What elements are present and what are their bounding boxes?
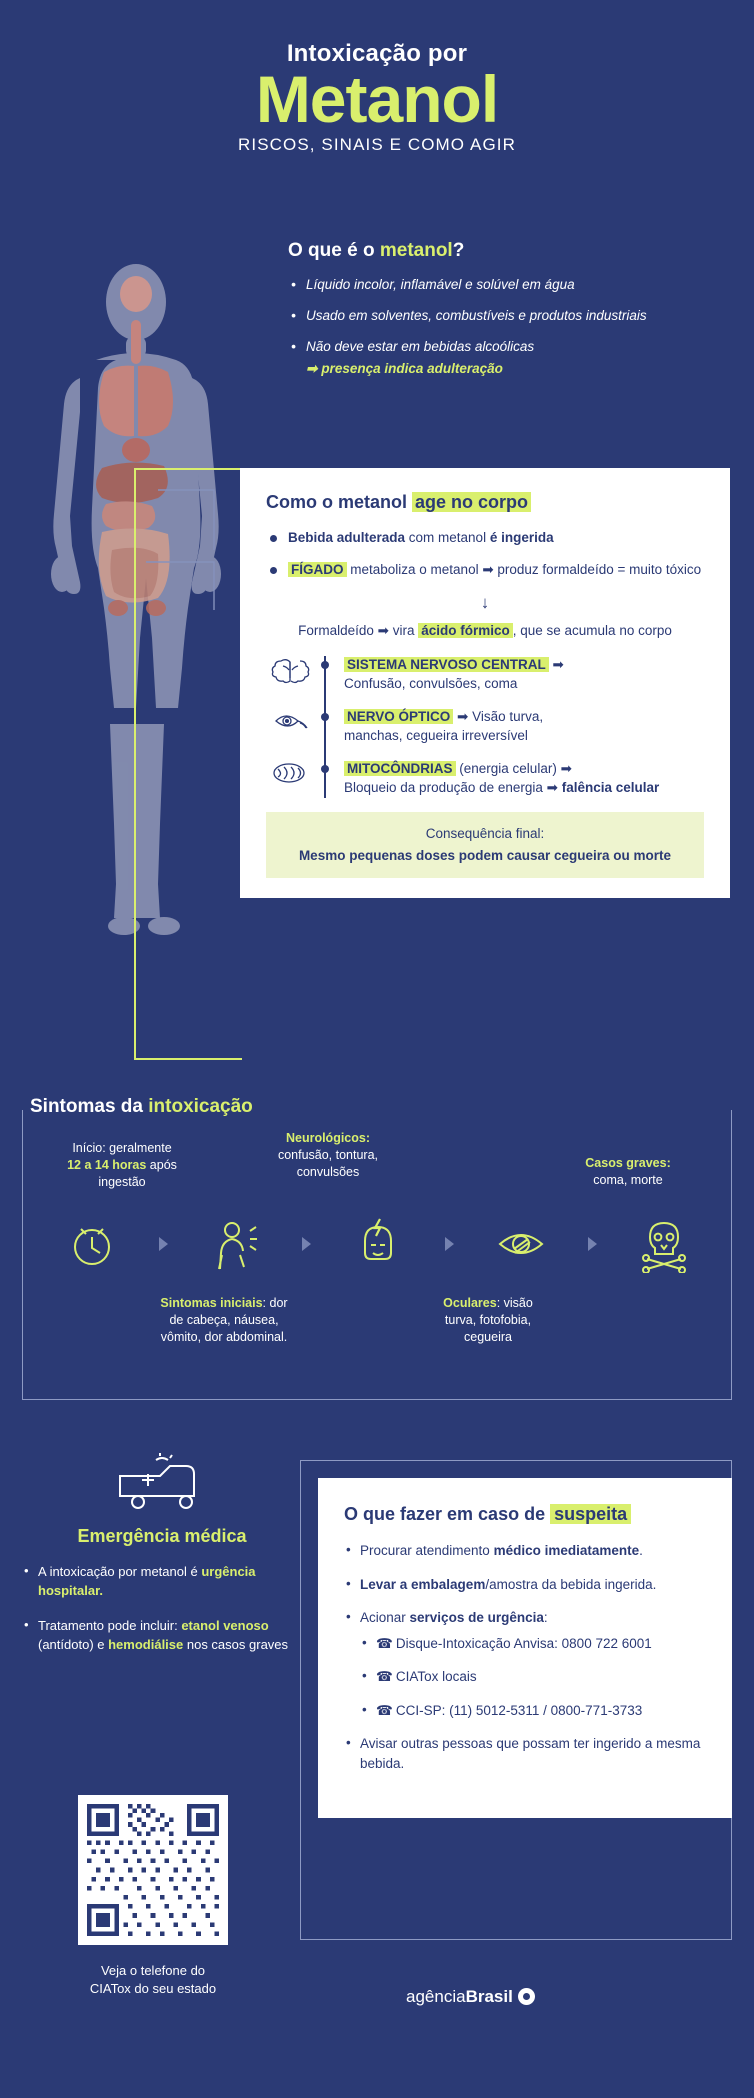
list-item: [344, 1541, 706, 1561]
person-pain-icon: [206, 1215, 264, 1273]
heading-prefix: O que fazer em caso de: [344, 1504, 551, 1524]
todo-post: .: [639, 1543, 643, 1558]
formaldehyde-post: , que se acumula no corpo: [512, 622, 672, 638]
step-liver: [266, 561, 704, 580]
brain-icon: [270, 654, 312, 684]
phone-icon: ☎: [376, 1702, 393, 1718]
organ-mitochondria: [326, 760, 704, 798]
todo-text: Procurar atendimento: [360, 1543, 494, 1558]
qr-caption-line1: Veja o telefone do: [100, 1963, 206, 1978]
heading-highlight: intoxicação: [148, 1096, 253, 1117]
list-item: [288, 338, 728, 377]
list-item: [288, 276, 728, 294]
mitochondria-icon: [270, 758, 312, 788]
step-ingestion: [266, 529, 704, 548]
header: [0, 0, 754, 165]
organ-label: SISTEMA NERVOSO CENTRAL: [344, 657, 549, 672]
heading-suffix: ?: [452, 240, 465, 261]
chevron-right-icon: [439, 1233, 461, 1255]
ambulance-icon: [112, 1450, 212, 1520]
bullet-subtext: [306, 360, 728, 378]
phone-icon: ☎: [376, 1669, 393, 1685]
contact-text: CIATox locais: [395, 1669, 477, 1685]
organ-detail-bold: falência celular: [561, 779, 660, 795]
list-item: [22, 1617, 302, 1655]
head-lightning-icon: [349, 1215, 407, 1273]
arrow-right-icon: ➡: [453, 709, 473, 725]
bullet-subtext-label: presença indica adulteração: [321, 360, 503, 376]
page-title: Metanol: [255, 62, 499, 136]
howcard-frame-left: [134, 468, 136, 1060]
symptoms-section: [22, 1110, 732, 1400]
severe-label: Casos graves:: [585, 1156, 671, 1170]
arrow-right-icon: (energia celular) ➡: [455, 760, 572, 776]
neuro-line2: convulsões: [296, 1164, 360, 1179]
step-formaldehyde: [266, 621, 704, 641]
organ-optic-nerve: [326, 708, 704, 746]
emergency-list: [22, 1563, 302, 1654]
list-item: [344, 1734, 706, 1773]
emergency-post: nos casos graves: [183, 1636, 289, 1652]
bullet-text: Líquido incolor, inflamável e solúvel em água: [306, 277, 575, 292]
todo-bold: serviços de urgência: [409, 1610, 544, 1626]
emergency-section: [22, 1450, 302, 1670]
emergency-highlight-2: hemodiálise: [108, 1636, 184, 1652]
onset-line3: ingestão: [98, 1174, 146, 1189]
onset-line2-rest: após: [146, 1157, 177, 1172]
affected-organs-list: [324, 656, 704, 797]
howcard-frame-top: [134, 468, 242, 470]
ocular-line1: turva, fotofobia,: [444, 1312, 532, 1327]
organ-detail: Bloqueio da produção de energia ➡: [344, 779, 562, 795]
qr-caption: [40, 1962, 266, 1997]
emergency-mid: (antídoto) e: [38, 1636, 109, 1652]
page-subtitle: RISCOS, SINAIS E COMO AGIR: [238, 135, 516, 155]
eye-blurred-icon: [492, 1215, 550, 1273]
chevron-right-icon: [153, 1233, 175, 1255]
what-is-methanol-section: [288, 240, 728, 391]
ocular-rest: : visão: [496, 1296, 533, 1310]
symptom-ocular: [393, 1295, 583, 1346]
ocular-label: Oculares: [443, 1296, 497, 1310]
list-item: [344, 1575, 706, 1595]
todo-post: /amostra da bebida ingerida.: [485, 1576, 657, 1592]
what-to-do-card: [318, 1478, 732, 1818]
brand-dot-icon: [518, 1988, 535, 2005]
heading-highlight: age no corpo: [412, 492, 531, 512]
human-body-figure: [18, 250, 268, 950]
qr-code[interactable]: [78, 1795, 228, 1945]
step-mid: com metanol: [405, 530, 490, 545]
step-bold-a: Bebida adulterada: [288, 530, 406, 545]
initial-label: Sintomas iniciais: [160, 1296, 263, 1310]
bullet-text: Não deve estar em bebidas alcoólicas: [306, 339, 535, 355]
contact-item: [360, 1634, 706, 1654]
organ-cns: [326, 656, 704, 694]
ocular-line2: cegueira: [464, 1329, 512, 1344]
page-title-small: Intoxicação por: [286, 40, 468, 67]
todo-bold: médico imediatamente: [493, 1543, 640, 1558]
howcard-frame-bottom: [134, 1058, 242, 1060]
contact-text: CCI-SP: (11) 5012-5311 / 0800-771-3733: [395, 1702, 643, 1718]
emergency-text: Tratamento pode incluir:: [38, 1617, 182, 1633]
symptom-initial: [119, 1295, 329, 1346]
formaldehyde-highlight: ácido fórmico: [418, 623, 513, 638]
what-is-methanol-heading: [288, 240, 728, 262]
symptom-severe: [543, 1155, 713, 1189]
eye-icon: [270, 706, 312, 736]
how-methanol-heading: [266, 492, 704, 513]
organ-label: MITOCÔNDRIAS: [344, 761, 456, 776]
what-to-do-list: [344, 1541, 706, 1774]
arrow-right-icon: ➡: [306, 360, 318, 376]
organ-detail: Confusão, convulsões, coma: [344, 676, 518, 692]
heading-prefix: Sintomas da: [30, 1096, 149, 1117]
list-item: [344, 1608, 706, 1720]
todo-bold: Levar a embalagem: [360, 1576, 486, 1592]
organ-detail-inline: Visão turva,: [472, 709, 544, 725]
contact-text: Disque-Intoxicação Anvisa: 0800 722 6001: [395, 1635, 652, 1651]
emergency-highlight: etanol venoso: [181, 1617, 269, 1633]
chevron-right-icon: [296, 1233, 318, 1255]
emergency-highlight: urgência hospitalar.: [38, 1564, 256, 1598]
heading-highlight: suspeita: [550, 1504, 631, 1524]
chevron-right-icon: [582, 1233, 604, 1255]
liver-highlight: FÍGADO: [288, 562, 347, 577]
initial-line2: vômito, dor abdominal.: [160, 1329, 288, 1344]
initial-rest: : dor: [262, 1296, 288, 1310]
conclusion-label: Consequência final:: [425, 825, 545, 841]
brand-bold: Brasil: [465, 1987, 513, 2006]
arrow-right-icon: ➡: [548, 657, 564, 673]
emergency-heading: Emergência médica: [77, 1526, 247, 1546]
heading-highlight: metanol: [379, 240, 453, 261]
heading-prefix: O que é o: [288, 240, 380, 261]
bullet-text: Usado em solventes, combustíveis e produtos industriais: [306, 308, 647, 324]
neuro-line1: confusão, tontura,: [277, 1147, 379, 1162]
liver-text: metaboliza o metanol ➡ produz formaldeído = muito tóxico: [346, 561, 702, 577]
arrow-down-icon: ↓: [480, 592, 490, 612]
severe-line1: coma, morte: [593, 1172, 663, 1187]
brand-logo: [406, 1985, 706, 2007]
contact-item: [360, 1701, 706, 1721]
onset-hours: 12 a 14 horas: [67, 1157, 147, 1172]
formaldehyde-pre: Formaldeído ➡ vira: [298, 622, 419, 638]
todo-post: :: [543, 1610, 548, 1626]
symptom-icon-row: [63, 1215, 693, 1273]
qr-code-image: [87, 1804, 219, 1936]
phone-icon: ☎: [376, 1635, 393, 1651]
organ-detail: manchas, cegueira irreversível: [344, 728, 528, 744]
clock-icon: [63, 1215, 121, 1273]
what-to-do-heading: [344, 1504, 706, 1525]
onset-line1: Início: geralmente: [72, 1141, 172, 1155]
heading-prefix: Como o metanol: [266, 492, 413, 512]
emergency-contacts-list: [360, 1634, 706, 1721]
emergency-text: A intoxicação por metanol é: [38, 1564, 202, 1579]
what-is-methanol-list: [288, 276, 728, 378]
symptom-onset: [37, 1140, 207, 1191]
initial-line1: de cabeça, náusea,: [169, 1312, 279, 1327]
step-bold-b: é ingerida: [489, 530, 554, 545]
neuro-label: Neurológicos:: [285, 1131, 371, 1145]
conclusion-box: [266, 812, 704, 879]
symptom-neurological: [233, 1130, 423, 1181]
list-item: [22, 1563, 302, 1601]
skull-crossbones-icon: [635, 1215, 693, 1273]
organ-label: NERVO ÓPTICO: [344, 709, 453, 724]
contact-item: [360, 1667, 706, 1687]
how-methanol-acts-card: [240, 468, 730, 898]
qr-caption-line2: CIATox do seu estado: [89, 1980, 217, 1996]
conclusion-text: Mesmo pequenas doses podem causar cegueira ou morte: [298, 847, 672, 863]
todo-text: Acionar: [360, 1610, 410, 1626]
brand-light: agência: [406, 1987, 466, 2006]
list-item: [288, 307, 728, 325]
todo-text: Avisar outras pessoas que possam ter ingerido a mesma bebida.: [360, 1736, 701, 1771]
